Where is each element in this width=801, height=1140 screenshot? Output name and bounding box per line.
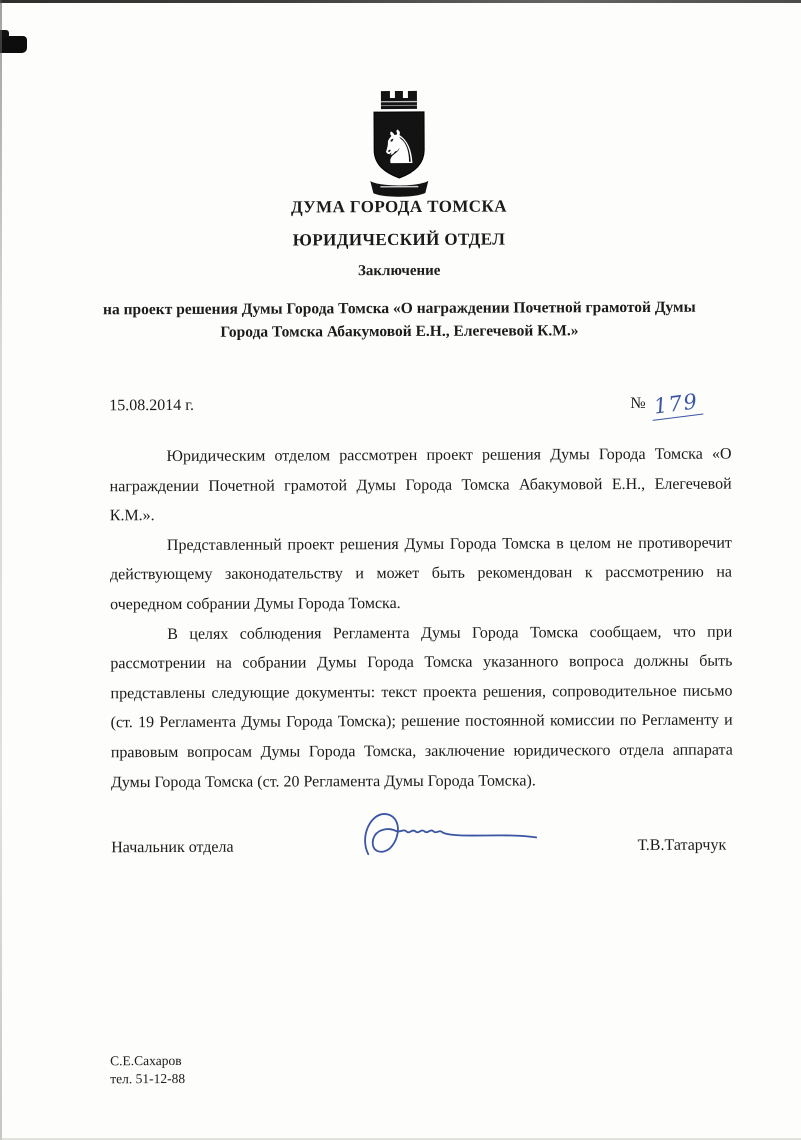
executor-phone: тел. 51-12-88 [110, 1070, 186, 1086]
svg-text:♞: ♞ [377, 119, 420, 175]
paragraph: Юридическим отделом рассмотрен проект решения Думы Города Томска «О награждении Почетной грамотой Думы Города Томска Абакумовой Е.Н., Елегечевой К.М.». [109, 445, 732, 525]
paragraph: Представленный проект решения Думы Города Томска в целом не противоречит действующему законодательству и может быть рекомендован к рассмотрению на очередном собрании Думы Города Томска. [109, 534, 733, 614]
handwritten-signature-icon [356, 805, 546, 868]
number-sign: № [630, 394, 646, 412]
org-name-line: ДУМА ГОРОДА ТОМСКА [290, 196, 507, 217]
paragraph: В целях соблюдения Регламента Думы Города Томска сообщаем, что при рассмотрении на собрании Думы Города Томска указанного вопроса должны быть представлены следующие документы: текст проекта решения, сопроводительное письмо (ст. 19 Регламента Думы Города Томска); решение постоянной комиссии по Регламенту и правовым вопросам Думы Города Томска, заключение юридического отдела аппарата Думы Города Томска (ст. 20 Регламента Думы Города Томска). [110, 623, 733, 791]
executor-block [110, 1052, 185, 1087]
department-line: ЮРИДИЧЕСКИЙ ОТДЕЛ [292, 229, 506, 250]
handwritten-number: 179 [650, 389, 703, 421]
doc-date: 15.08.2014 г. [109, 396, 195, 415]
signer-name: Т.В.Татарчук [637, 836, 727, 854]
tomsk-coat-of-arms-icon [363, 86, 433, 198]
executor-name: С.Е.Сахаров [110, 1052, 182, 1069]
doc-title: на проект решения Думы Города Томска «О награждении Почетной грамотой Думы Города Томска Абакумовой Е.Н., Елегечевой К.М.» [102, 298, 696, 341]
doc-number [630, 389, 702, 421]
signer-position: Начальник отдела [111, 838, 234, 857]
document-body [109, 440, 733, 798]
date-number-row [109, 389, 728, 424]
doc-type-heading: Заключение [357, 262, 441, 280]
